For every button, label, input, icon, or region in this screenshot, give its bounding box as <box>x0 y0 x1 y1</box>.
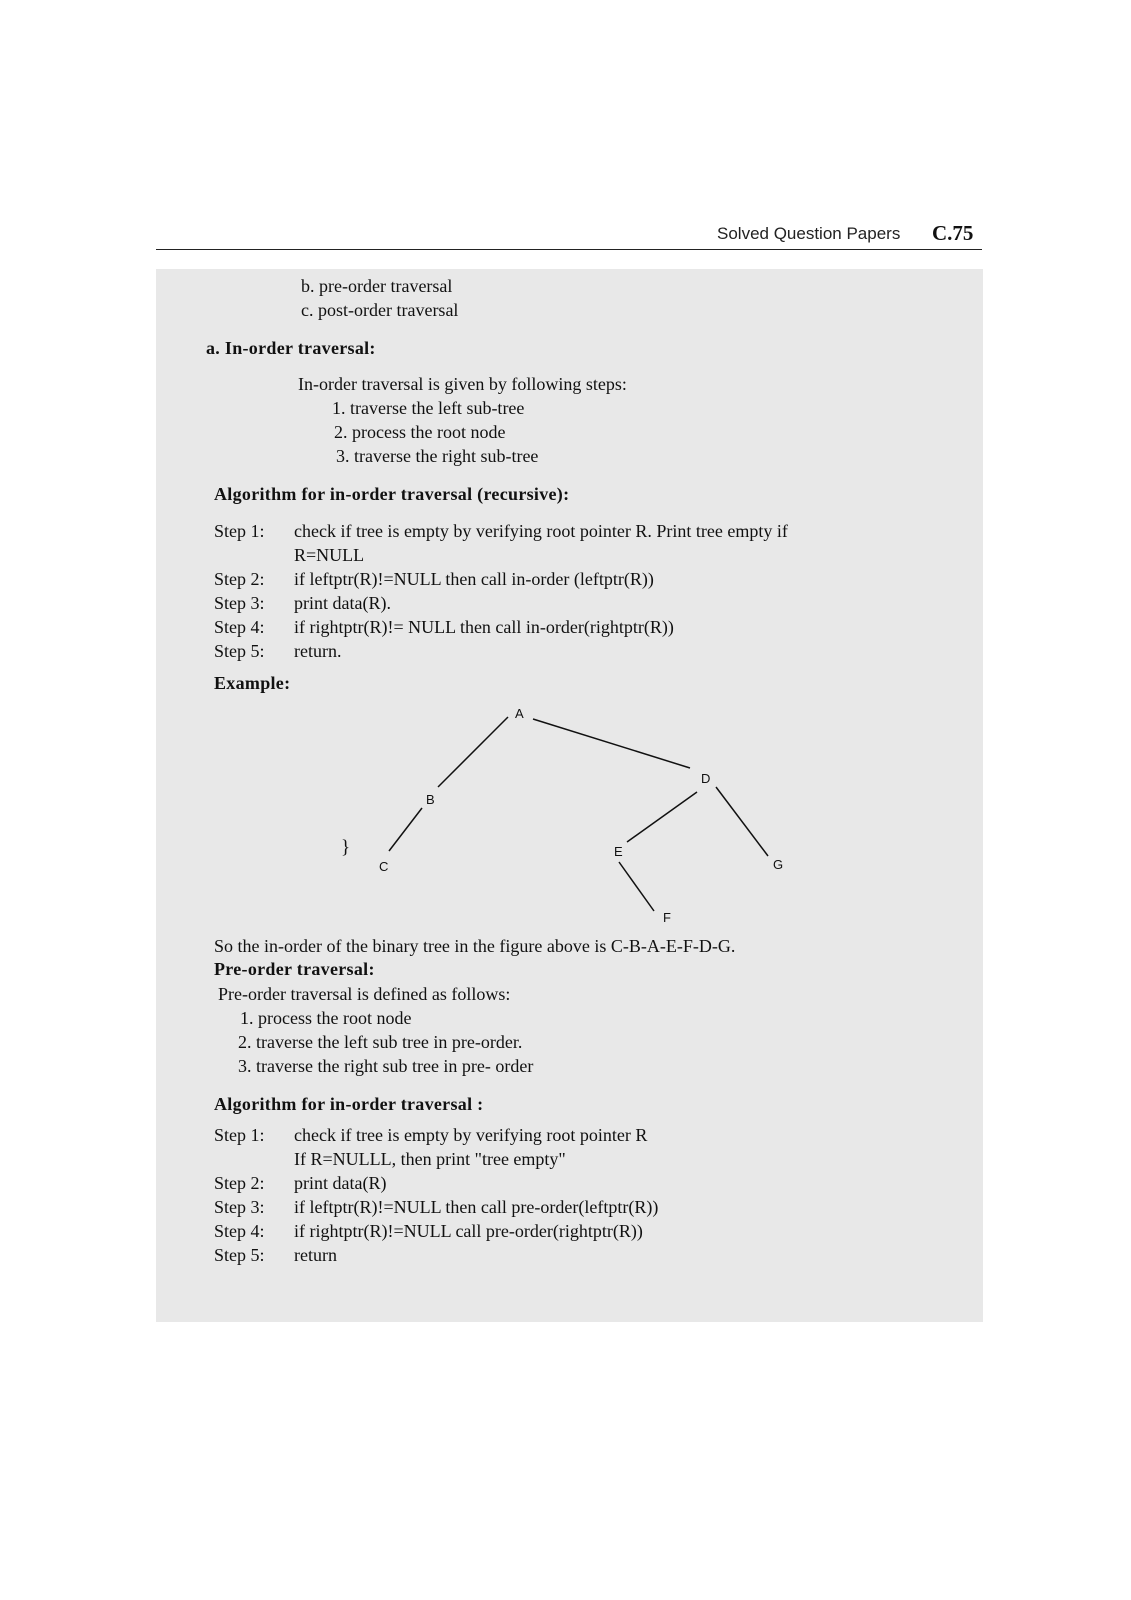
step-text: if leftptr(R)!=NULL then call in-order (leftptr(R)) <box>294 569 654 589</box>
list-item: b. pre-order traversal <box>301 276 453 296</box>
tree-node-b: B <box>426 792 435 807</box>
algorithm-heading-inorder: Algorithm for in-order traversal (recursive): <box>214 484 570 504</box>
step-label: Step 1: <box>214 1125 265 1145</box>
step-text: print data(R). <box>294 593 391 613</box>
tree-node-d: D <box>701 771 711 786</box>
edge-a-d <box>533 719 690 768</box>
list-item: 1. process the root node <box>240 1008 412 1028</box>
inorder-intro: In-order traversal is given by following steps: <box>298 374 627 394</box>
tree-node-c: C <box>379 859 389 874</box>
tree-node-a: A <box>515 706 524 721</box>
tree-node-e: E <box>614 844 623 859</box>
list-item: 3. traverse the right sub tree in pre- order <box>238 1056 534 1076</box>
edge-b-c <box>389 808 422 851</box>
edge-e-f <box>619 862 654 911</box>
page-number: C.75 <box>932 221 974 245</box>
running-header-title: Solved Question Papers <box>717 224 901 243</box>
list-item: c. post-order traversal <box>301 300 459 320</box>
inorder-result: So the in-order of the binary tree in the figure above is C-B-A-E-F-D-G. <box>214 936 736 956</box>
step-label: Step 4: <box>214 617 265 637</box>
step-text: if rightptr(R)!= NULL then call in-order(rightptr(R)) <box>294 617 674 637</box>
step-label: Step 2: <box>214 1173 265 1193</box>
step-text: check if tree is empty by verifying root pointer R <box>294 1125 648 1145</box>
stray-brace: } <box>341 837 351 858</box>
step-text: return <box>294 1245 337 1265</box>
section-heading-inorder: a. In-order traversal: <box>206 338 376 358</box>
list-item: 1. traverse the left sub-tree <box>332 398 525 418</box>
list-item: 3. traverse the right sub-tree <box>336 446 539 466</box>
step-label: Step 5: <box>214 641 265 661</box>
step-text: print data(R) <box>294 1173 387 1193</box>
edge-d-e <box>627 792 697 842</box>
step-text-continued: If R=NULLL, then print "tree empty" <box>294 1149 566 1169</box>
preorder-intro: Pre-order traversal is defined as follows: <box>218 984 511 1004</box>
step-text-continued: R=NULL <box>294 545 365 565</box>
step-text: return. <box>294 641 342 661</box>
tree-node-f: F <box>663 910 671 925</box>
list-item: 2. process the root node <box>334 422 506 442</box>
step-text: check if tree is empty by verifying root pointer R. Print tree empty if <box>294 521 788 541</box>
example-heading: Example: <box>214 673 291 693</box>
step-label: Step 5: <box>214 1245 265 1265</box>
step-label: Step 4: <box>214 1221 265 1241</box>
edge-d-g <box>716 787 768 856</box>
tree-node-g: G <box>773 857 784 872</box>
section-heading-preorder: Pre-order traversal: <box>214 959 375 979</box>
step-label: Step 3: <box>214 593 265 613</box>
list-item: 2. traverse the left sub tree in pre-order. <box>238 1032 523 1052</box>
step-text: if leftptr(R)!=NULL then call pre-order(leftptr(R)) <box>294 1197 659 1217</box>
step-label: Step 2: <box>214 569 265 589</box>
step-label: Step 1: <box>214 521 265 541</box>
algorithm-heading-preorder: Algorithm for in-order traversal : <box>214 1094 484 1114</box>
edge-a-b <box>438 717 508 787</box>
step-text: if rightptr(R)!=NULL call pre-order(rightptr(R)) <box>294 1221 643 1241</box>
step-label: Step 3: <box>214 1197 265 1217</box>
